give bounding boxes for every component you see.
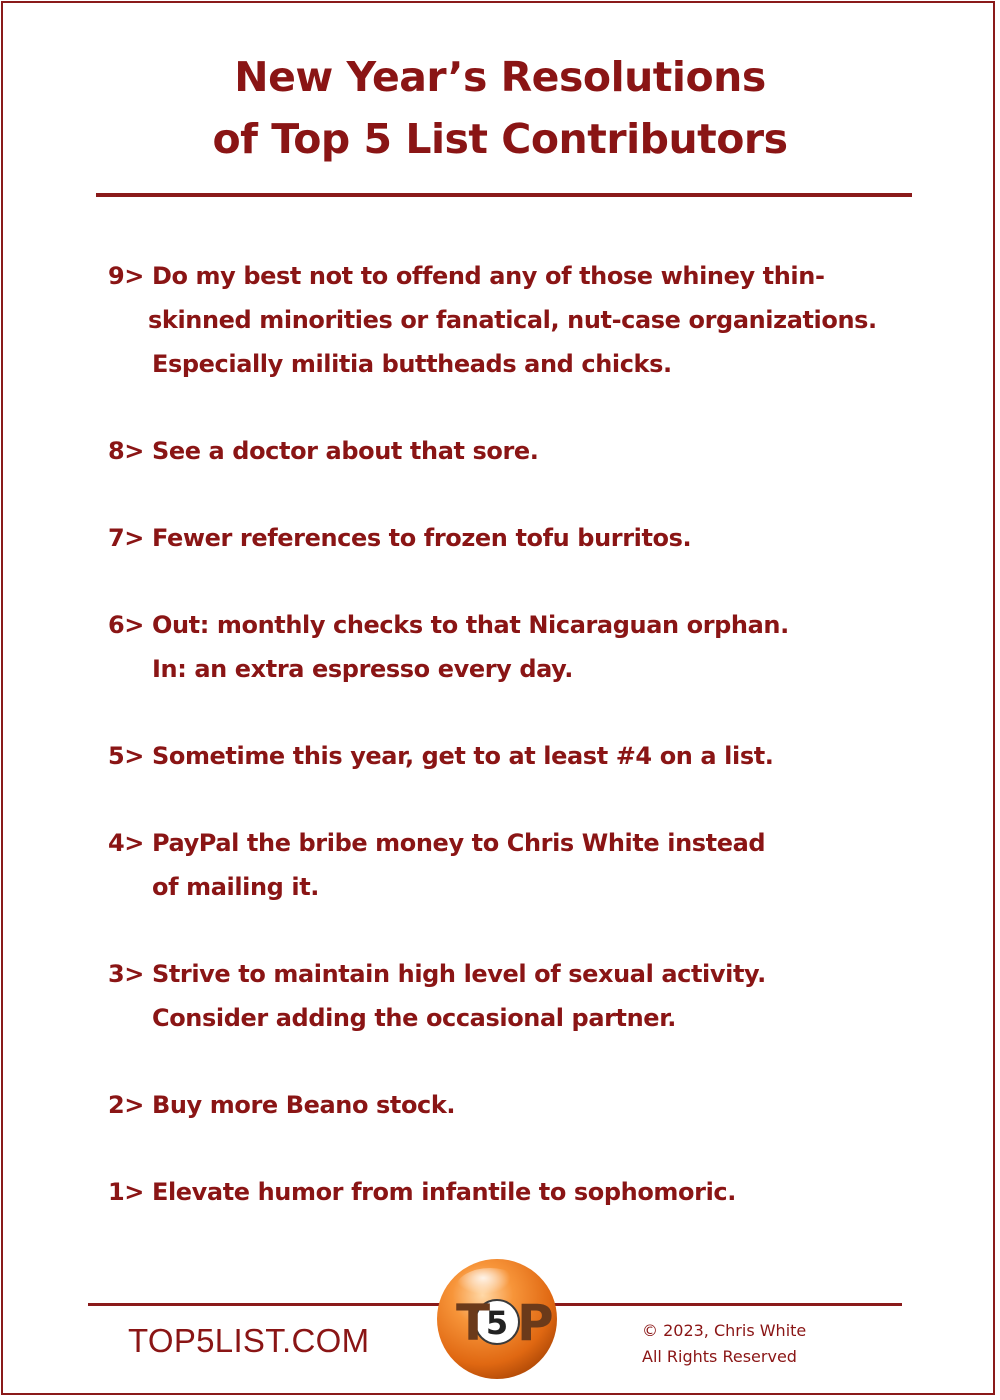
logo-number: 5 — [485, 1304, 509, 1342]
list-item — [108, 734, 928, 778]
logo-letter-t: T — [456, 1294, 491, 1352]
list-item — [108, 516, 928, 560]
item-8-line-1: 8> See a doctor about that sore. — [108, 437, 539, 465]
copyright-line-1: © 2023, Chris White — [642, 1321, 807, 1340]
title-line-2: of Top 5 List Contributors — [212, 115, 788, 163]
top-divider — [96, 193, 912, 197]
list-item — [108, 952, 928, 1040]
logo-letter-p: P — [517, 1294, 554, 1352]
item-9-line-2: skinned minorities or fanatical, nut-case organizations. — [148, 306, 877, 334]
item-1-line-1: 1> Elevate humor from infantile to sophomoric. — [108, 1178, 736, 1206]
resolutions-list — [108, 254, 928, 1257]
item-2-line-1: 2> Buy more Beano stock. — [108, 1091, 456, 1119]
title-line-1: New Year’s Resolutions — [234, 53, 766, 101]
item-6-line-1: 6> Out: monthly checks to that Nicaraguan orphan. — [108, 611, 789, 639]
copyright-line-2: All Rights Reserved — [642, 1347, 797, 1366]
page-title — [0, 46, 1000, 170]
list-item — [108, 429, 928, 473]
item-9-line-1: 9> Do my best not to offend any of those whiney thin- — [108, 262, 825, 290]
site-name[interactable]: TOP5LIST.COM — [128, 1322, 370, 1359]
item-9-line-3: Especially militia buttheads and chicks. — [152, 350, 672, 378]
item-3-line-2: Consider adding the occasional partner. — [152, 1004, 676, 1032]
list-item — [108, 254, 928, 386]
item-7-line-1: 7> Fewer references to frozen tofu burritos. — [108, 524, 692, 552]
list-item — [108, 1083, 928, 1127]
item-3-line-1: 3> Strive to maintain high level of sexual activity. — [108, 960, 766, 988]
item-6-line-2: In: an extra espresso every day. — [152, 655, 573, 683]
item-4-line-1: 4> PayPal the bribe money to Chris White instead — [108, 829, 766, 857]
list-item — [108, 603, 928, 691]
item-5-line-1: 5> Sometime this year, get to at least #4 on a list. — [108, 742, 774, 770]
list-item — [108, 1170, 928, 1214]
copyright — [642, 1318, 806, 1370]
top5-ball-logo — [434, 1256, 560, 1382]
list-item — [108, 821, 928, 909]
item-4-line-2: of mailing it. — [152, 873, 320, 901]
